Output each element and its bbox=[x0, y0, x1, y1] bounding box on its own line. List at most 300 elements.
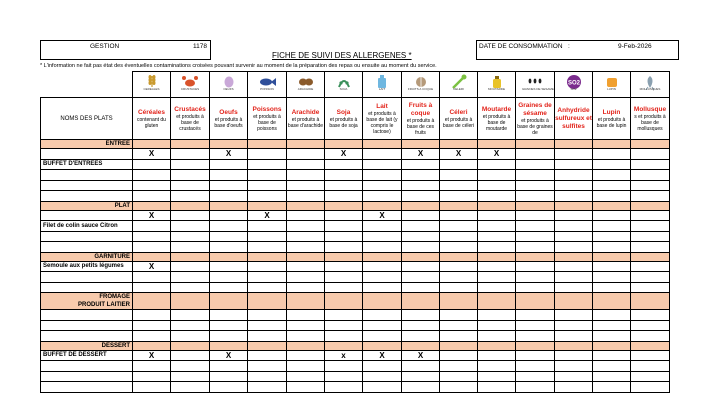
section-band-cell bbox=[516, 201, 555, 210]
allergen-mark-cell[interactable] bbox=[171, 242, 210, 253]
allergen-mark-cell[interactable] bbox=[325, 180, 363, 191]
allergen-mark-cell[interactable] bbox=[133, 261, 171, 272]
allergen-mark-cell[interactable] bbox=[440, 191, 478, 202]
allergen-mark-cell[interactable] bbox=[631, 350, 670, 361]
allergen-mark-cell[interactable] bbox=[248, 310, 287, 321]
allergen-mark-cell[interactable] bbox=[555, 221, 593, 232]
allergen-mark-cell[interactable] bbox=[555, 149, 593, 160]
allergen-mark-cell[interactable] bbox=[325, 170, 363, 181]
allergen-mark-cell[interactable] bbox=[402, 310, 440, 321]
allergen-mark-cell[interactable] bbox=[516, 231, 555, 242]
section-band-cell bbox=[171, 140, 210, 149]
allergen-mark-cell[interactable] bbox=[133, 361, 171, 372]
allergen-mark-cell[interactable] bbox=[210, 371, 248, 382]
allergen-mark-cell[interactable] bbox=[478, 231, 516, 242]
allergen-mark-cell[interactable] bbox=[402, 221, 440, 232]
allergen-mark-cell[interactable] bbox=[133, 371, 171, 382]
allergen-mark-cell[interactable] bbox=[363, 191, 402, 202]
allergen-mark-cell[interactable] bbox=[631, 210, 670, 221]
allergen-mark-cell[interactable] bbox=[440, 261, 478, 272]
allergen-mark-cell[interactable] bbox=[593, 371, 631, 382]
allergen-mark-cell[interactable] bbox=[516, 159, 555, 170]
allergen-mark-cell[interactable] bbox=[478, 320, 516, 331]
allergen-mark-cell[interactable] bbox=[593, 191, 631, 202]
allergen-mark-cell[interactable] bbox=[363, 210, 402, 221]
allergen-mark-cell[interactable] bbox=[593, 350, 631, 361]
allergen-mark-cell[interactable] bbox=[133, 180, 171, 191]
allergen-mark-cell[interactable] bbox=[133, 320, 171, 331]
section-band-cell bbox=[402, 293, 440, 310]
allergen-mark-cell[interactable] bbox=[478, 221, 516, 232]
allergen-mark-cell[interactable] bbox=[593, 231, 631, 242]
section-band-cell bbox=[210, 341, 248, 350]
allergen-mark-cell[interactable] bbox=[478, 159, 516, 170]
allergen-mark-cell[interactable] bbox=[593, 261, 631, 272]
allergen-mark-cell[interactable] bbox=[478, 382, 516, 393]
allergen-mark-cell[interactable] bbox=[440, 310, 478, 321]
allergen-mark-cell[interactable] bbox=[210, 170, 248, 181]
allergen-mark-cell[interactable] bbox=[555, 272, 593, 283]
allergen-mark-cell[interactable] bbox=[402, 149, 440, 160]
allergen-mark-cell[interactable] bbox=[325, 210, 363, 221]
dish-name[interactable]: BUFFET D'ENTREES bbox=[41, 159, 133, 170]
allergen-mark-cell[interactable] bbox=[287, 371, 325, 382]
allergen-mark-cell[interactable] bbox=[210, 361, 248, 372]
allergen-mark-cell[interactable] bbox=[171, 272, 210, 283]
allergen-mark-cell[interactable] bbox=[516, 361, 555, 372]
allergen-mark-cell[interactable] bbox=[593, 159, 631, 170]
allergen-mark-cell[interactable] bbox=[287, 320, 325, 331]
allergen-mark-cell[interactable] bbox=[248, 371, 287, 382]
allergen-mark-cell[interactable] bbox=[631, 382, 670, 393]
allergen-mark-cell[interactable] bbox=[363, 261, 402, 272]
allergen-mark-cell[interactable] bbox=[478, 170, 516, 181]
allergen-mark-cell[interactable] bbox=[325, 350, 363, 361]
dish-name[interactable] bbox=[41, 282, 133, 293]
allergen-mark-cell[interactable] bbox=[210, 310, 248, 321]
allergen-mark-cell[interactable] bbox=[555, 282, 593, 293]
allergen-mark-cell[interactable] bbox=[478, 361, 516, 372]
allergen-mark-cell[interactable] bbox=[555, 361, 593, 372]
allergen-mark-cell[interactable] bbox=[631, 371, 670, 382]
allergen-mark-cell[interactable] bbox=[171, 180, 210, 191]
allergen-mark-cell[interactable] bbox=[440, 361, 478, 372]
allergen-mark-cell[interactable] bbox=[248, 170, 287, 181]
allergen-mark-cell[interactable] bbox=[210, 272, 248, 283]
allergen-mark-cell[interactable] bbox=[440, 231, 478, 242]
allergen-mark-cell[interactable] bbox=[593, 272, 631, 283]
allergen-mark-cell[interactable] bbox=[478, 191, 516, 202]
allergen-mark-cell[interactable] bbox=[631, 242, 670, 253]
allergen-mark-cell[interactable] bbox=[593, 282, 631, 293]
allergen-mark-cell[interactable] bbox=[555, 261, 593, 272]
allergen-mark-cell[interactable] bbox=[440, 149, 478, 160]
allergen-mark-cell[interactable] bbox=[478, 310, 516, 321]
allergen-mark-cell[interactable] bbox=[402, 231, 440, 242]
allergen-mark-cell[interactable] bbox=[287, 231, 325, 242]
allergen-mark-cell[interactable] bbox=[287, 331, 325, 342]
dish-name[interactable] bbox=[41, 272, 133, 283]
allergen-mark-cell[interactable] bbox=[363, 231, 402, 242]
allergen-mark-cell[interactable] bbox=[171, 231, 210, 242]
allergen-mark-cell[interactable] bbox=[248, 210, 287, 221]
allergen-mark-cell[interactable] bbox=[402, 210, 440, 221]
dish-name[interactable] bbox=[41, 382, 133, 393]
allergen-mark-cell[interactable] bbox=[555, 382, 593, 393]
allergen-description: et produits à base de crustacés bbox=[176, 113, 204, 132]
allergen-mark-cell[interactable] bbox=[440, 272, 478, 283]
allergen-mark-cell[interactable] bbox=[210, 261, 248, 272]
allergen-mark-cell[interactable] bbox=[133, 149, 171, 160]
allergen-mark-cell[interactable] bbox=[555, 350, 593, 361]
allergen-mark-cell[interactable] bbox=[325, 310, 363, 321]
allergen-mark-cell[interactable] bbox=[325, 221, 363, 232]
allergen-mark-cell[interactable] bbox=[516, 191, 555, 202]
allergen-mark-cell[interactable] bbox=[248, 272, 287, 283]
allergen-mark-cell[interactable] bbox=[133, 331, 171, 342]
allergen-mark-cell[interactable] bbox=[593, 361, 631, 372]
allergen-mark-cell[interactable] bbox=[516, 382, 555, 393]
allergen-mark-cell[interactable] bbox=[402, 350, 440, 361]
allergen-mark-cell[interactable] bbox=[440, 170, 478, 181]
allergen-mark-cell[interactable] bbox=[248, 282, 287, 293]
allergen-mark-cell[interactable] bbox=[478, 210, 516, 221]
allergen-mark-cell[interactable] bbox=[555, 371, 593, 382]
allergen-mark-cell[interactable] bbox=[631, 261, 670, 272]
allergen-mark-cell[interactable] bbox=[325, 159, 363, 170]
allergen-mark-cell[interactable] bbox=[171, 282, 210, 293]
allergen-mark-cell[interactable] bbox=[593, 242, 631, 253]
allergen-mark-cell[interactable] bbox=[516, 272, 555, 283]
allergen-mark-cell[interactable] bbox=[248, 221, 287, 232]
allergen-mark-cell[interactable] bbox=[402, 320, 440, 331]
allergen-mark-cell[interactable] bbox=[516, 282, 555, 293]
allergen-mark-cell[interactable] bbox=[248, 149, 287, 160]
allergen-mark-cell[interactable] bbox=[516, 371, 555, 382]
allergen-mark-cell[interactable] bbox=[402, 180, 440, 191]
allergen-mark-cell[interactable] bbox=[133, 231, 171, 242]
allergen-mark-cell[interactable] bbox=[402, 159, 440, 170]
allergen-mark-cell[interactable] bbox=[171, 331, 210, 342]
allergen-mark-cell[interactable] bbox=[555, 210, 593, 221]
allergen-mark-cell[interactable] bbox=[287, 210, 325, 221]
allergen-mark-cell[interactable] bbox=[133, 159, 171, 170]
allergen-mark-cell[interactable] bbox=[210, 242, 248, 253]
allergen-mark-cell[interactable] bbox=[210, 320, 248, 331]
allergen-mark-cell[interactable] bbox=[593, 210, 631, 221]
allergen-mark-cell[interactable] bbox=[402, 331, 440, 342]
allergen-mark-cell[interactable] bbox=[210, 159, 248, 170]
allergen-mark-cell[interactable] bbox=[325, 320, 363, 331]
allergen-mark-cell[interactable] bbox=[325, 272, 363, 283]
allergen-mark-cell[interactable] bbox=[210, 221, 248, 232]
allergen-mark-cell[interactable] bbox=[440, 371, 478, 382]
dish-name[interactable] bbox=[41, 210, 133, 221]
allergen-mark-cell[interactable] bbox=[631, 282, 670, 293]
allergen-mark-cell[interactable] bbox=[555, 242, 593, 253]
allergen-mark-cell[interactable] bbox=[516, 210, 555, 221]
dish-name[interactable] bbox=[41, 320, 133, 331]
allergen-mark-cell[interactable] bbox=[210, 191, 248, 202]
allergen-mark-cell[interactable] bbox=[631, 149, 670, 160]
allergen-mark-cell[interactable] bbox=[631, 191, 670, 202]
allergen-mark-cell[interactable] bbox=[325, 231, 363, 242]
allergen-mark-cell[interactable] bbox=[555, 320, 593, 331]
allergen-mark-cell[interactable] bbox=[248, 242, 287, 253]
allergen-mark-cell[interactable] bbox=[248, 350, 287, 361]
allergen-mark-cell[interactable] bbox=[631, 361, 670, 372]
allergen-description: et produits à base de soja bbox=[329, 116, 358, 129]
allergen-mark-cell[interactable] bbox=[171, 320, 210, 331]
allergen-mark-cell[interactable] bbox=[210, 149, 248, 160]
allergen-mark-cell[interactable] bbox=[287, 191, 325, 202]
allergen-mark-cell[interactable] bbox=[325, 149, 363, 160]
allergen-mark-cell[interactable] bbox=[133, 170, 171, 181]
allergen-mark-cell[interactable] bbox=[287, 382, 325, 393]
allergen-mark-cell[interactable] bbox=[171, 170, 210, 181]
allergen-mark-cell[interactable] bbox=[133, 310, 171, 321]
allergen-mark-cell[interactable] bbox=[478, 180, 516, 191]
dish-name[interactable] bbox=[41, 231, 133, 242]
allergen-mark-cell[interactable] bbox=[363, 242, 402, 253]
allergen-icon-cell bbox=[631, 72, 670, 98]
dishes-column-header: NOMS DES PLATS bbox=[41, 98, 133, 140]
section-band-cell bbox=[631, 252, 670, 261]
allergen-mark-cell[interactable] bbox=[363, 331, 402, 342]
allergen-mark-cell[interactable] bbox=[516, 261, 555, 272]
allergen-mark-cell[interactable] bbox=[363, 221, 402, 232]
allergen-mark-cell[interactable] bbox=[171, 350, 210, 361]
allergen-mark-cell[interactable] bbox=[478, 331, 516, 342]
allergen-mark-cell[interactable] bbox=[555, 231, 593, 242]
allergen-mark-cell[interactable] bbox=[440, 159, 478, 170]
allergen-mark-cell[interactable] bbox=[363, 272, 402, 283]
allergen-mark-cell[interactable] bbox=[593, 221, 631, 232]
allergen-mark-cell[interactable] bbox=[593, 170, 631, 181]
allergen-mark-cell[interactable] bbox=[631, 170, 670, 181]
allergen-mark-cell[interactable] bbox=[248, 382, 287, 393]
allergen-mark-cell[interactable] bbox=[171, 149, 210, 160]
allergen-mark-cell[interactable] bbox=[171, 310, 210, 321]
allergen-mark-cell[interactable] bbox=[325, 191, 363, 202]
allergen-mark-cell[interactable] bbox=[555, 159, 593, 170]
allergen-mark-cell[interactable] bbox=[325, 382, 363, 393]
allergen-mark-cell[interactable] bbox=[402, 242, 440, 253]
allergen-mark-cell[interactable] bbox=[593, 180, 631, 191]
allergen-mark-cell[interactable] bbox=[631, 180, 670, 191]
allergen-mark-cell[interactable] bbox=[440, 282, 478, 293]
allergen-mark-cell[interactable] bbox=[516, 320, 555, 331]
dish-name[interactable] bbox=[41, 361, 133, 372]
allergen-mark-cell[interactable] bbox=[287, 170, 325, 181]
allergen-mark-cell[interactable] bbox=[363, 170, 402, 181]
allergen-mark-cell[interactable] bbox=[363, 382, 402, 393]
allergen-mark-cell[interactable] bbox=[555, 331, 593, 342]
dish-name[interactable] bbox=[41, 180, 133, 191]
section-band-cell bbox=[631, 201, 670, 210]
allergen-mark-cell[interactable] bbox=[171, 261, 210, 272]
allergen-mark-cell[interactable] bbox=[210, 282, 248, 293]
allergen-mark-cell[interactable] bbox=[478, 272, 516, 283]
allergen-mark-cell[interactable] bbox=[248, 361, 287, 372]
allergen-mark-cell[interactable] bbox=[248, 261, 287, 272]
allergen-mark-cell[interactable] bbox=[440, 242, 478, 253]
allergen-mark-cell[interactable] bbox=[210, 231, 248, 242]
allergen-mark-cell[interactable] bbox=[516, 180, 555, 191]
allergen-mark-cell[interactable] bbox=[478, 371, 516, 382]
allergen-mark-cell[interactable] bbox=[593, 331, 631, 342]
allergen-mark-cell[interactable] bbox=[363, 310, 402, 321]
allergen-mark-cell[interactable] bbox=[287, 149, 325, 160]
allergen-mark-cell[interactable] bbox=[171, 371, 210, 382]
allergen-mark-cell[interactable] bbox=[440, 221, 478, 232]
allergen-mark-cell[interactable] bbox=[631, 221, 670, 232]
dish-name[interactable]: Filet de colin sauce Citron bbox=[41, 221, 133, 232]
dish-name[interactable] bbox=[41, 331, 133, 342]
dish-name[interactable] bbox=[41, 242, 133, 253]
allergen-mark-cell[interactable] bbox=[516, 350, 555, 361]
allergen-mark-cell[interactable] bbox=[516, 242, 555, 253]
allergen-mark-cell[interactable] bbox=[516, 149, 555, 160]
dish-name[interactable]: Semoule aux petits légumes bbox=[41, 261, 133, 272]
allergen-mark-cell[interactable] bbox=[363, 371, 402, 382]
allergen-mark-cell[interactable] bbox=[171, 210, 210, 221]
allergen-mark-cell[interactable] bbox=[516, 170, 555, 181]
allergen-mark-cell[interactable] bbox=[402, 361, 440, 372]
allergen-mark-cell[interactable] bbox=[363, 361, 402, 372]
section-band-cell bbox=[363, 201, 402, 210]
allergen-mark-cell[interactable] bbox=[133, 350, 171, 361]
allergen-mark-cell[interactable] bbox=[402, 382, 440, 393]
allergen-mark-cell[interactable] bbox=[287, 221, 325, 232]
allergen-mark-cell[interactable] bbox=[440, 210, 478, 221]
allergen-mark-cell[interactable] bbox=[171, 382, 210, 393]
allergen-mark-cell[interactable] bbox=[248, 231, 287, 242]
allergen-mark-cell[interactable] bbox=[631, 272, 670, 283]
allergen-mark-cell[interactable] bbox=[248, 320, 287, 331]
allergen-mark-cell[interactable] bbox=[287, 310, 325, 321]
allergen-mark-cell[interactable] bbox=[287, 350, 325, 361]
allergen-mark-cell[interactable] bbox=[248, 331, 287, 342]
allergen-mark-cell[interactable] bbox=[440, 350, 478, 361]
allergen-mark-cell[interactable] bbox=[631, 320, 670, 331]
dish-name[interactable]: BUFFET DE DESSERT bbox=[41, 350, 133, 361]
allergen-mark-cell[interactable] bbox=[210, 350, 248, 361]
allergen-mark-cell[interactable] bbox=[402, 170, 440, 181]
allergen-mark-cell[interactable] bbox=[325, 331, 363, 342]
allergen-mark-cell[interactable] bbox=[287, 282, 325, 293]
dish-name[interactable] bbox=[41, 191, 133, 202]
allergen-mark-cell[interactable] bbox=[440, 320, 478, 331]
allergen-mark-cell[interactable] bbox=[478, 350, 516, 361]
dish-name[interactable] bbox=[41, 371, 133, 382]
allergen-mark-cell[interactable] bbox=[325, 361, 363, 372]
dish-name[interactable] bbox=[41, 149, 133, 160]
allergen-mark-cell[interactable] bbox=[555, 180, 593, 191]
allergen-mark-cell[interactable] bbox=[287, 261, 325, 272]
allergen-mark-cell[interactable] bbox=[210, 210, 248, 221]
allergen-mark-cell[interactable] bbox=[210, 180, 248, 191]
allergen-mark-cell[interactable] bbox=[516, 221, 555, 232]
allergen-mark-cell[interactable] bbox=[171, 191, 210, 202]
allergen-mark-cell[interactable] bbox=[593, 149, 631, 160]
allergen-mark-cell[interactable] bbox=[133, 272, 171, 283]
allergen-mark-cell[interactable] bbox=[402, 282, 440, 293]
allergen-mark-cell[interactable] bbox=[133, 210, 171, 221]
allergen-mark-cell[interactable] bbox=[210, 331, 248, 342]
dish-name[interactable] bbox=[41, 310, 133, 321]
allergen-mark-cell[interactable] bbox=[363, 350, 402, 361]
allergen-mark-cell[interactable] bbox=[363, 320, 402, 331]
allergen-mark-cell[interactable] bbox=[363, 282, 402, 293]
allergen-mark-cell[interactable] bbox=[631, 331, 670, 342]
allergen-mark-cell[interactable] bbox=[248, 159, 287, 170]
allergen-mark-cell[interactable] bbox=[325, 371, 363, 382]
allergen-mark-cell[interactable] bbox=[555, 310, 593, 321]
allergen-mark-cell[interactable] bbox=[478, 261, 516, 272]
allergen-mark-cell[interactable] bbox=[402, 272, 440, 283]
allergen-mark-cell[interactable] bbox=[171, 159, 210, 170]
allergen-mark-cell[interactable] bbox=[287, 361, 325, 372]
allergen-mark-cell[interactable] bbox=[555, 191, 593, 202]
table-row bbox=[41, 331, 670, 342]
allergen-mark-cell[interactable] bbox=[133, 382, 171, 393]
allergen-mark-cell[interactable] bbox=[210, 382, 248, 393]
allergen-mark: X bbox=[493, 149, 500, 159]
allergen-mark-cell[interactable] bbox=[516, 310, 555, 321]
allergen-mark-cell[interactable] bbox=[440, 331, 478, 342]
allergen-mark-cell[interactable] bbox=[402, 261, 440, 272]
allergen-mark-cell[interactable] bbox=[631, 310, 670, 321]
allergen-mark-cell[interactable] bbox=[631, 159, 670, 170]
allergen-mark-cell[interactable] bbox=[287, 180, 325, 191]
allergen-mark-cell[interactable] bbox=[133, 282, 171, 293]
allergen-mark-cell[interactable] bbox=[440, 180, 478, 191]
allergen-mark-cell[interactable] bbox=[171, 221, 210, 232]
allergen-mark-cell[interactable] bbox=[133, 191, 171, 202]
allergen-mark-cell[interactable] bbox=[287, 242, 325, 253]
allergen-mark-cell[interactable] bbox=[593, 320, 631, 331]
allergen-mark-cell[interactable] bbox=[478, 149, 516, 160]
allergen-mark-cell[interactable] bbox=[287, 272, 325, 283]
allergen-mark-cell[interactable] bbox=[248, 191, 287, 202]
allergen-mark-cell[interactable] bbox=[287, 159, 325, 170]
allergen-mark-cell[interactable] bbox=[133, 242, 171, 253]
allergen-icon-label: FRUITS A COQUE bbox=[407, 87, 434, 91]
allergen-mark-cell[interactable] bbox=[133, 221, 171, 232]
allergen-mark-cell[interactable] bbox=[402, 191, 440, 202]
allergen-mark-cell[interactable] bbox=[478, 282, 516, 293]
allergen-mark-cell[interactable] bbox=[478, 242, 516, 253]
allergen-mark-cell[interactable] bbox=[516, 331, 555, 342]
allergen-mark-cell[interactable] bbox=[555, 170, 593, 181]
allergen-mark-cell[interactable] bbox=[402, 371, 440, 382]
allergen-mark-cell[interactable] bbox=[440, 382, 478, 393]
allergen-mark-cell[interactable] bbox=[593, 382, 631, 393]
allergen-mark-cell[interactable] bbox=[325, 261, 363, 272]
allergen-mark-cell[interactable] bbox=[325, 282, 363, 293]
allergen-mark-cell[interactable] bbox=[363, 149, 402, 160]
allergen-mark-cell[interactable] bbox=[248, 180, 287, 191]
dish-name[interactable] bbox=[41, 170, 133, 181]
allergen-mark-cell[interactable] bbox=[363, 180, 402, 191]
allergen-mark-cell[interactable] bbox=[593, 310, 631, 321]
allergen-mark-cell[interactable] bbox=[325, 242, 363, 253]
allergen-mark-cell[interactable] bbox=[171, 361, 210, 372]
allergen-icon-cell bbox=[440, 72, 478, 98]
allergen-mark-cell[interactable] bbox=[631, 231, 670, 242]
allergen-mark-cell[interactable] bbox=[363, 159, 402, 170]
